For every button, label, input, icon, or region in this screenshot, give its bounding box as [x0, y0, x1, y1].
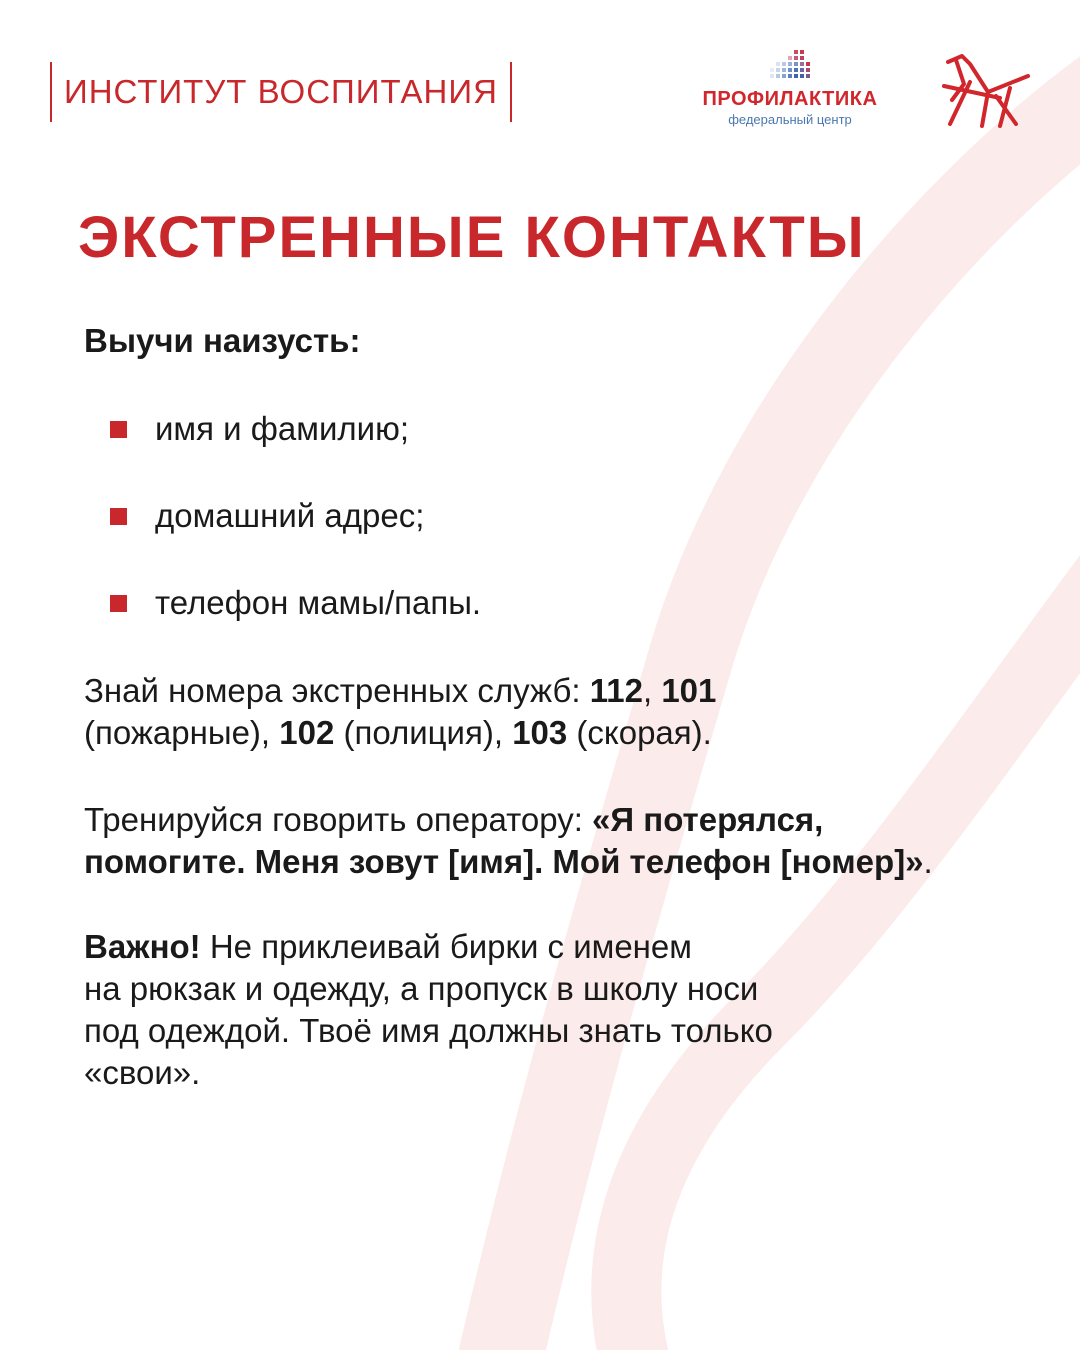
number-101: 101: [661, 672, 717, 709]
operator-phrase: «Я потерялся, помогите. Меня зовут [имя]. Мой телефон [номер]»: [84, 801, 924, 880]
bullet-square-icon: [110, 595, 127, 612]
bullet-square-icon: [110, 421, 127, 438]
org-name: ИНСТИТУТ ВОСПИТАНИЯ: [64, 73, 498, 110]
numbers-separator: ,: [642, 672, 662, 709]
partner-subtitle: федеральный центр: [728, 112, 852, 127]
important-paragraph: [84, 926, 984, 1094]
number-103: 103: [512, 714, 568, 751]
header: [0, 0, 1080, 160]
important-line: на рюкзак и одежду, а пропуск в школу носи: [84, 970, 759, 1007]
number-101-desc: (пожарные),: [84, 714, 280, 751]
number-112: 112: [589, 672, 643, 709]
operator-paragraph: [84, 799, 984, 883]
page-title: ЭКСТРЕННЫЕ КОНТАКТЫ: [78, 205, 866, 270]
number-102-desc: (полиция),: [334, 714, 513, 751]
operator-end: .: [923, 843, 933, 880]
partner-logo: [690, 50, 890, 127]
important-line: Не приклеивай бирки с именем: [200, 928, 692, 965]
important-line: под одеждой. Твоё имя должны знать только: [84, 1012, 773, 1049]
emergency-numbers-paragraph: [84, 670, 984, 754]
number-102: 102: [279, 714, 335, 751]
important-label: Важно!: [84, 928, 201, 965]
bullet-square-icon: [110, 508, 127, 525]
list-item-label: домашний адрес;: [155, 497, 425, 534]
numbers-intro: Знай номера экстренных служб:: [84, 672, 590, 709]
list-item-label: имя и фамилию;: [155, 410, 409, 447]
horse-logo-icon: [940, 52, 1035, 132]
pixel-grid-icon: [768, 50, 812, 82]
operator-intro: Тренируйся говорить оператору:: [84, 801, 593, 838]
list-item-label: телефон мамы/папы.: [155, 584, 482, 621]
number-103-desc: (скорая).: [567, 714, 712, 751]
content: [78, 200, 984, 1094]
org-logo: [50, 62, 512, 122]
partner-title: ПРОФИЛАКТИКА: [702, 88, 878, 110]
learn-label: Выучи наизусть:: [84, 322, 361, 359]
list-item: [84, 409, 984, 449]
memorize-list: [84, 409, 984, 623]
list-item: [84, 583, 984, 623]
list-item: [84, 496, 984, 536]
important-line: «свои».: [84, 1054, 201, 1091]
